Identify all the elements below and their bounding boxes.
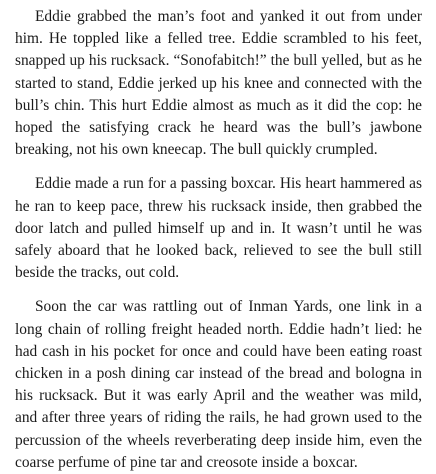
paragraph-3: Soon the car was rattling out of Inman Yards, one link in a long chain of rolling freight headed north. Eddie hadn’t lied: he had cash in his pocket for once and could have been eating roast chicken in a posh dining car instead of the bread and bologna in his rucksack. But it was early April and the weather was mild, and after three years of riding the rails, he had grown used to the percussion of the wheels reverberating deep inside him, even the coarse perfume of pine tar and creosote inside a boxcar.: [15, 298, 422, 471]
paragraph-1: Eddie grabbed the man’s foot and yanked it out from under him. He toppled like a felled tree. Eddie scrambled to his feet, snapped up his rucksack. “Sonofabitch!” the bull yelled, but as he started to stand, Eddie jerked up his knee and connected with the bull’s chin. This hurt Eddie almost as much as it did the cop: he hoped the satisfying crack he heard was the bull’s jawbone breaking, not his own kneecap. The bull quickly crumpled.: [15, 8, 422, 159]
paragraph-2: Eddie made a run for a passing boxcar. His heart hammered as he ran to keep pace, threw his rucksack inside, then grabbed the door latch and pulled himself up and in. It wasn’t until he was safely aboard that he looked back, relieved to see the bull still beside the tracks, out cold.: [15, 175, 422, 282]
